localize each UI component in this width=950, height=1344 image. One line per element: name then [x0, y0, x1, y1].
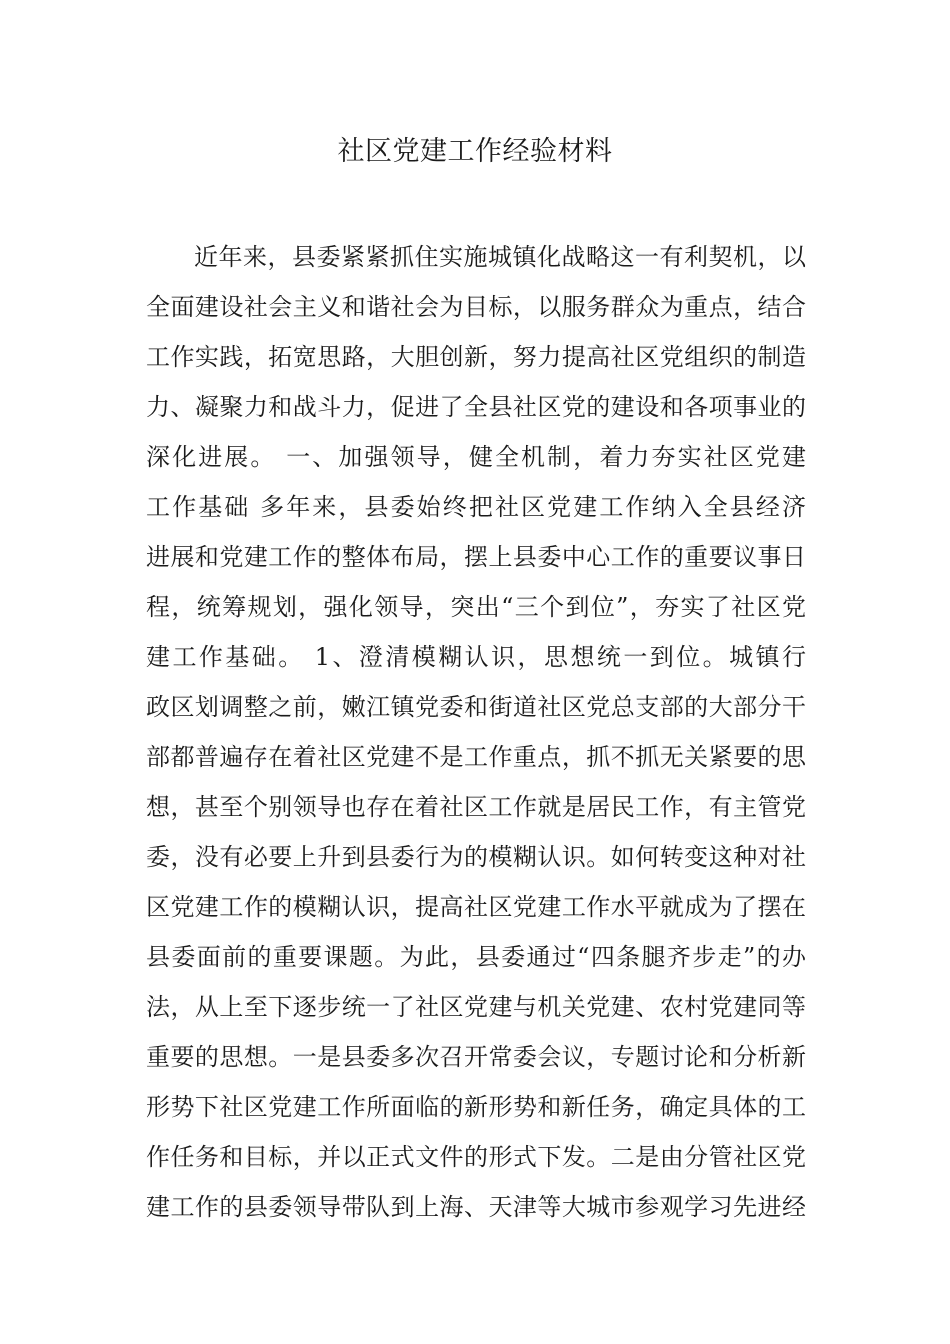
body-line: 重要的思想。一是县委多次召开常委会议，专题讨论和分析新	[146, 1043, 806, 1071]
body-line: 形势下社区党建工作所面临的新形势和新任务，确定具体的工	[146, 1093, 806, 1121]
body-line: 委，没有必要上升到县委行为的模糊认识。如何转变这种对社	[146, 843, 806, 871]
body-line: 工作基础 多年来，县委始终把社区党建工作纳入全县经济	[146, 493, 806, 521]
body-line: 近年来，县委紧紧抓住实施城镇化战略这一有利契机，以	[194, 243, 806, 271]
body-line: 建工作基础。 1、澄清模糊认识，思想统一到位。城镇行	[146, 643, 806, 671]
body-line: 全面建设社会主义和谐社会为目标，以服务群众为重点，结合	[146, 293, 806, 321]
body-line: 县委面前的重要课题。为此，县委通过“四条腿齐步走”的办	[146, 943, 806, 971]
document-body	[146, 232, 806, 1232]
body-line: 工作实践，拓宽思路，大胆创新，努力提高社区党组织的制造	[146, 343, 806, 371]
body-line: 建工作的县委领导带队到上海、天津等大城市参观学习先进经	[146, 1193, 806, 1221]
body-line: 程，统筹规划，强化领导，突出“三个到位”，夯实了社区党	[146, 593, 806, 621]
body-line: 法，从上至下逐步统一了社区党建与机关党建、农村党建同等	[146, 993, 806, 1021]
body-line: 想，甚至个别领导也存在着社区工作就是居民工作，有主管党	[146, 793, 806, 821]
body-line: 进展和党建工作的整体布局，摆上县委中心工作的重要议事日	[146, 543, 806, 571]
body-line: 政区划调整之前，嫩江镇党委和街道社区党总支部的大部分干	[146, 693, 806, 721]
document-title: 社区党建工作经验材料	[337, 136, 613, 167]
body-line: 区党建工作的模糊认识，提高社区党建工作水平就成为了摆在	[146, 893, 806, 921]
body-line: 作任务和目标，并以正式文件的形式下发。二是由分管社区党	[146, 1143, 806, 1171]
body-line: 力、凝聚力和战斗力，促进了全县社区党的建设和各项事业的	[146, 393, 806, 421]
body-line: 部都普遍存在着社区党建不是工作重点，抓不抓无关紧要的思	[146, 743, 806, 771]
body-line: 深化进展。 一、加强领导，健全机制，着力夯实社区党建	[146, 443, 806, 471]
